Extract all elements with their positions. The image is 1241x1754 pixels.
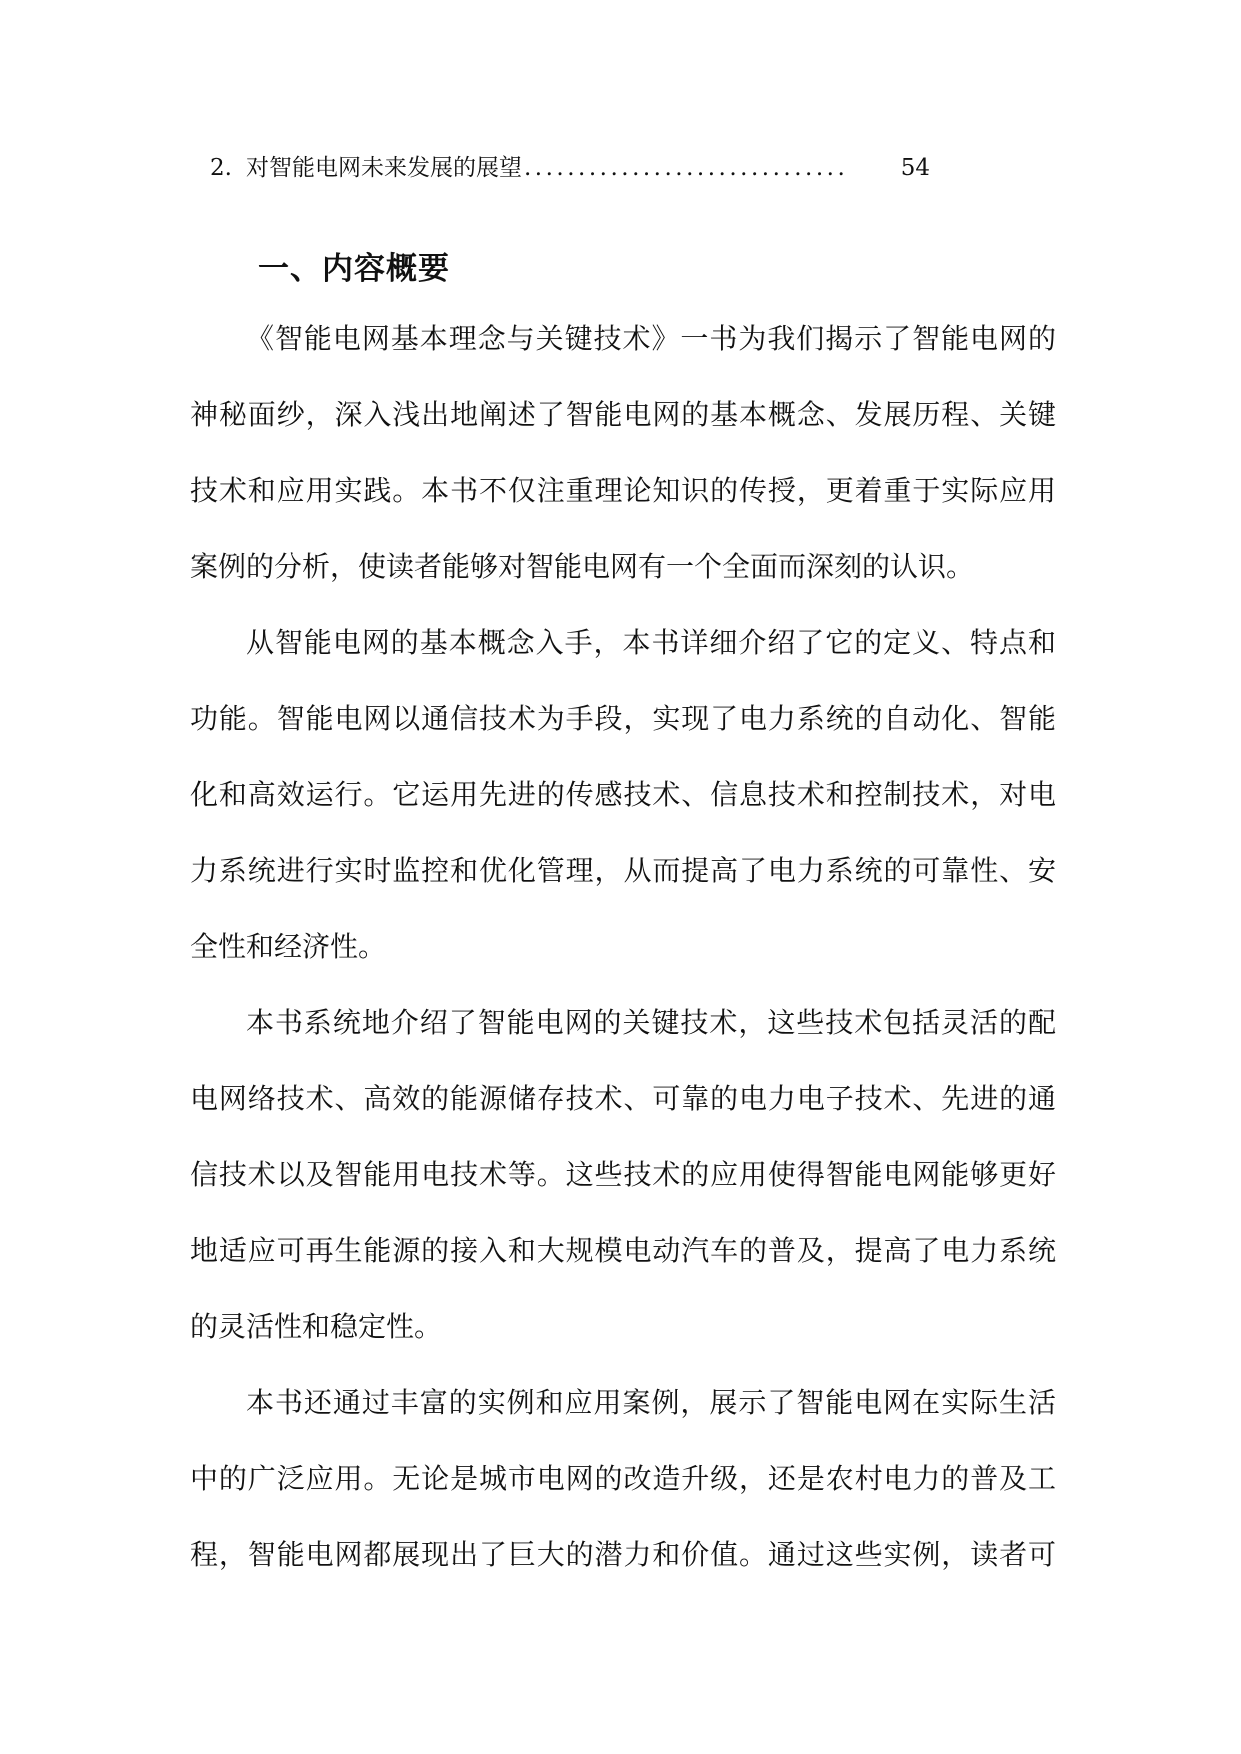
paragraph-line: 力系统进行实时监控和优化管理，从而提高了电力系统的可靠性、安 [190,854,1056,887]
paragraph-3 [190,1004,1056,1346]
paragraph-line: 《智能电网基本理念与关键技术》一书为我们揭示了智能电网的 [246,322,1056,355]
paragraph-4 [190,1384,1056,1574]
paragraph-line: 的灵活性和稳定性。 [190,1310,443,1343]
paragraph-line: 电网络技术、高效的能源储存技术、可靠的电力电子技术、先进的通 [190,1082,1056,1115]
paragraph-line: 程，智能电网都展现出了巨大的潜力和价值。通过这些实例，读者可 [190,1538,1056,1571]
paragraph-line: 技术和应用实践。本书不仅注重理论知识的传授，更着重于实际应用 [190,474,1056,507]
body-text [190,320,1056,1612]
paragraph-1 [190,320,1056,586]
toc-dot-leader: .............................. [523,155,849,181]
paragraph-line: 化和高效运行。它运用先进的传感技术、信息技术和控制技术，对电 [190,778,1056,811]
paragraph-line: 本书还通过丰富的实例和应用案例，展示了智能电网在实际生活 [246,1386,1056,1419]
paragraph-line: 从智能电网的基本概念入手，本书详细介绍了它的定义、特点和 [246,626,1056,659]
toc-entry-number: 2. [210,155,232,181]
toc-entry[interactable] [210,150,930,186]
toc-entry-title: 对智能电网未来发展的展望 [245,155,522,181]
paragraph-line: 信技术以及智能用电技术等。这些技术的应用使得智能电网能够更好 [190,1158,1056,1191]
toc-entry-page-number: 54 [900,155,930,181]
paragraph-line: 中的广泛应用。无论是城市电网的改造升级，还是农村电力的普及工 [190,1462,1056,1495]
paragraph-line: 神秘面纱，深入浅出地阐述了智能电网的基本概念、发展历程、关键 [190,398,1056,431]
paragraph-line: 地适应可再生能源的接入和大规模电动汽车的普及，提高了电力系统 [190,1234,1056,1267]
paragraph-line: 本书系统地介绍了智能电网的关键技术，这些技术包括灵活的配 [246,1006,1056,1039]
paragraph-line: 案例的分析，使读者能够对智能电网有一个全面而深刻的认识。 [190,550,975,583]
paragraph-2 [190,624,1056,966]
paragraph-line: 功能。智能电网以通信技术为手段，实现了电力系统的自动化、智能 [190,702,1056,735]
section-heading: 一、内容概要 [258,251,450,287]
paragraph-line: 全性和经济性。 [190,930,387,963]
